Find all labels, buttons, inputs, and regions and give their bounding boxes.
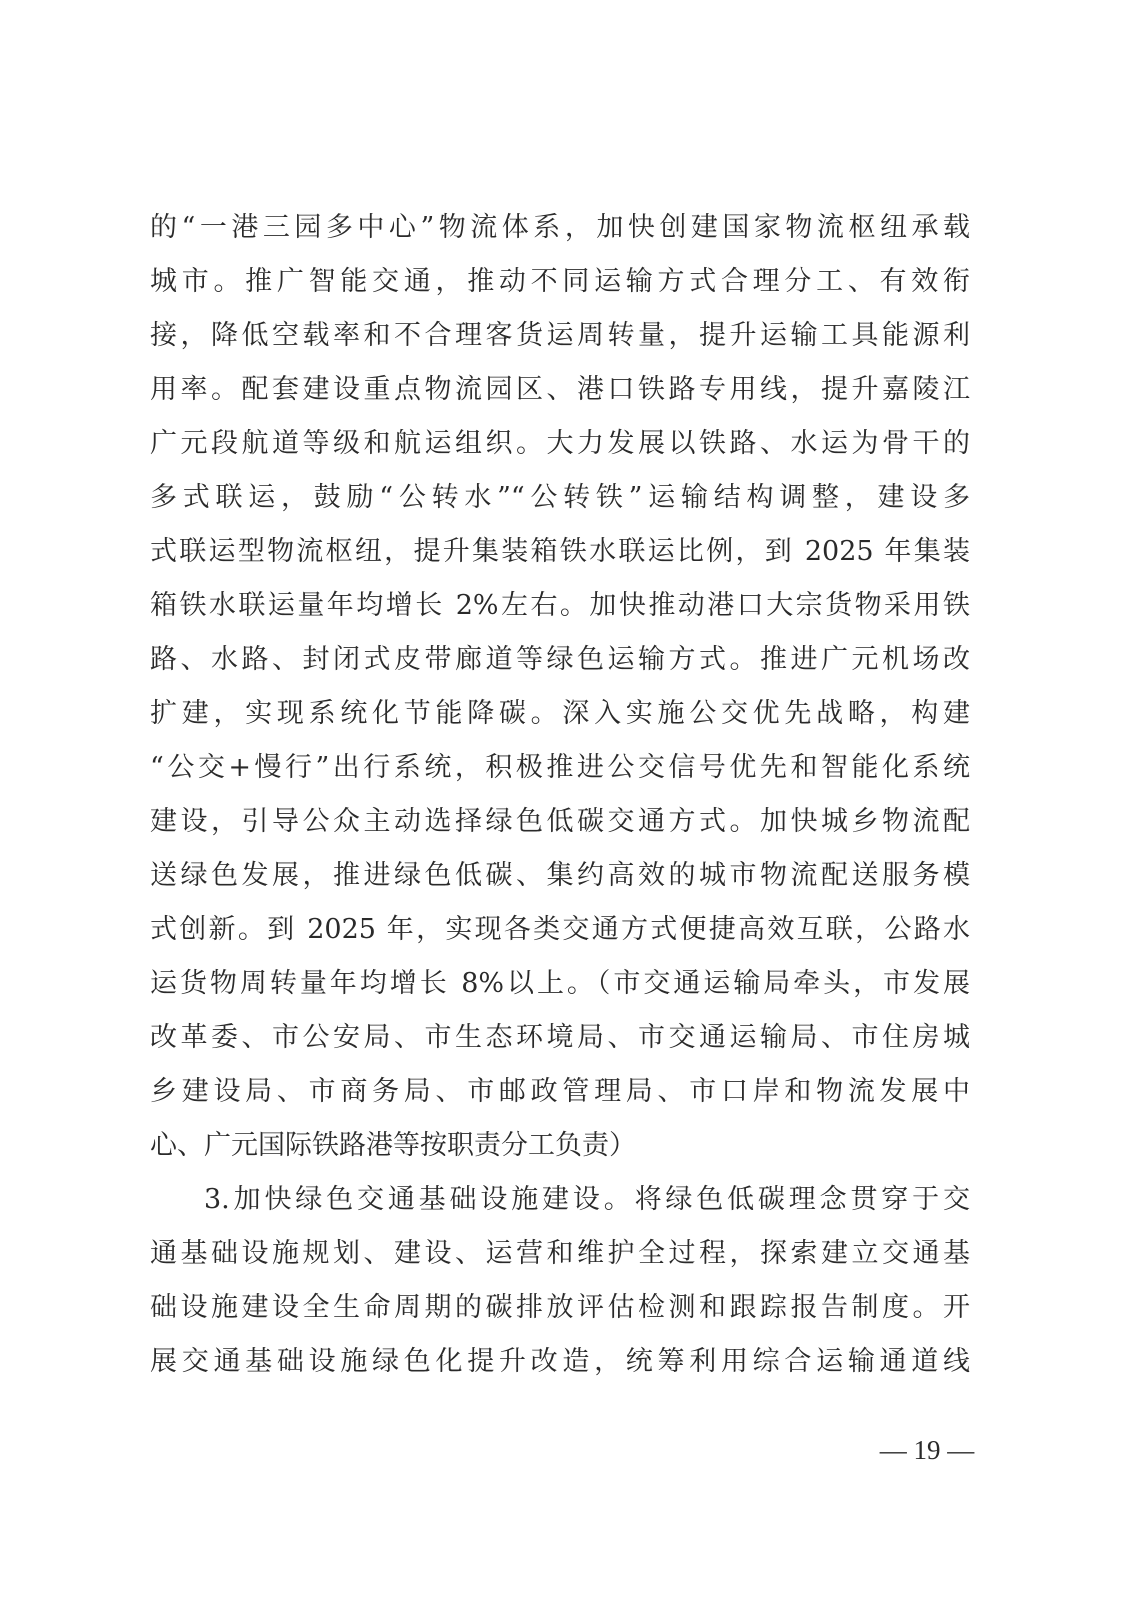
- text-line: 改革委、市公安局、市生态环境局、市交通运输局、市住房城: [150, 1022, 970, 1053]
- page-number: — 19 —: [879, 1435, 975, 1465]
- text-line: 乡建设局、市商务局、市邮政管理局、市口岸和物流发展中: [150, 1076, 970, 1107]
- text-line: 扩建，实现系统化节能降碳。深入实施公交优先战略，构建: [150, 698, 970, 729]
- text-line: 广元段航道等级和航运组织。大力发展以铁路、水运为骨干的: [150, 428, 970, 459]
- text-line: 心、广元国际铁路港等按职责分工负责）: [150, 1130, 636, 1161]
- text-line: 路、水路、封闭式皮带廊道等绿色运输方式。推进广元机场改: [150, 644, 970, 675]
- text-line: 建设，引导公众主动选择绿色低碳交通方式。加快城乡物流配: [150, 806, 970, 837]
- text-line: “公交+慢行”出行系统，积极推进公交信号优先和智能化系统: [150, 752, 970, 783]
- text-line: 的“一港三园多中心”物流体系，加快创建国家物流枢纽承载: [150, 212, 970, 243]
- text-line: 运货物周转量年均增长 8%以上。（市交通运输局牵头，市发展: [150, 968, 970, 999]
- text-line: 式联运型物流枢纽，提升集装箱铁水联运比例，到 2025 年集装: [150, 536, 970, 567]
- text-line: 础设施建设全生命周期的碳排放评估检测和跟踪报告制度。开: [150, 1292, 970, 1323]
- text-line: 多式联运，鼓励“公转水”“公转铁”运输结构调整，建设多: [150, 482, 970, 513]
- text-line: 接，降低空载率和不合理客货运周转量，提升运输工具能源利: [150, 320, 970, 351]
- text-line: 箱铁水联运量年均增长 2%左右。加快推动港口大宗货物采用铁: [150, 590, 970, 621]
- text-line: 用率。配套建设重点物流园区、港口铁路专用线，提升嘉陵江: [150, 374, 970, 405]
- text-line: 通基础设施规划、建设、运营和维护全过程，探索建立交通基: [150, 1238, 970, 1269]
- text-line: 展交通基础设施绿色化提升改造，统筹利用综合运输通道线: [150, 1346, 970, 1377]
- text-line: 送绿色发展，推进绿色低碳、集约高效的城市物流配送服务模: [150, 860, 970, 891]
- text-line: 城市。推广智能交通，推动不同运输方式合理分工、有效衔: [150, 266, 970, 297]
- text-line: 式创新。到 2025 年，实现各类交通方式便捷高效互联，公路水: [150, 914, 970, 945]
- section-heading-line: 3.加快绿色交通基础设施建设。将绿色低碳理念贯穿于交: [204, 1184, 970, 1215]
